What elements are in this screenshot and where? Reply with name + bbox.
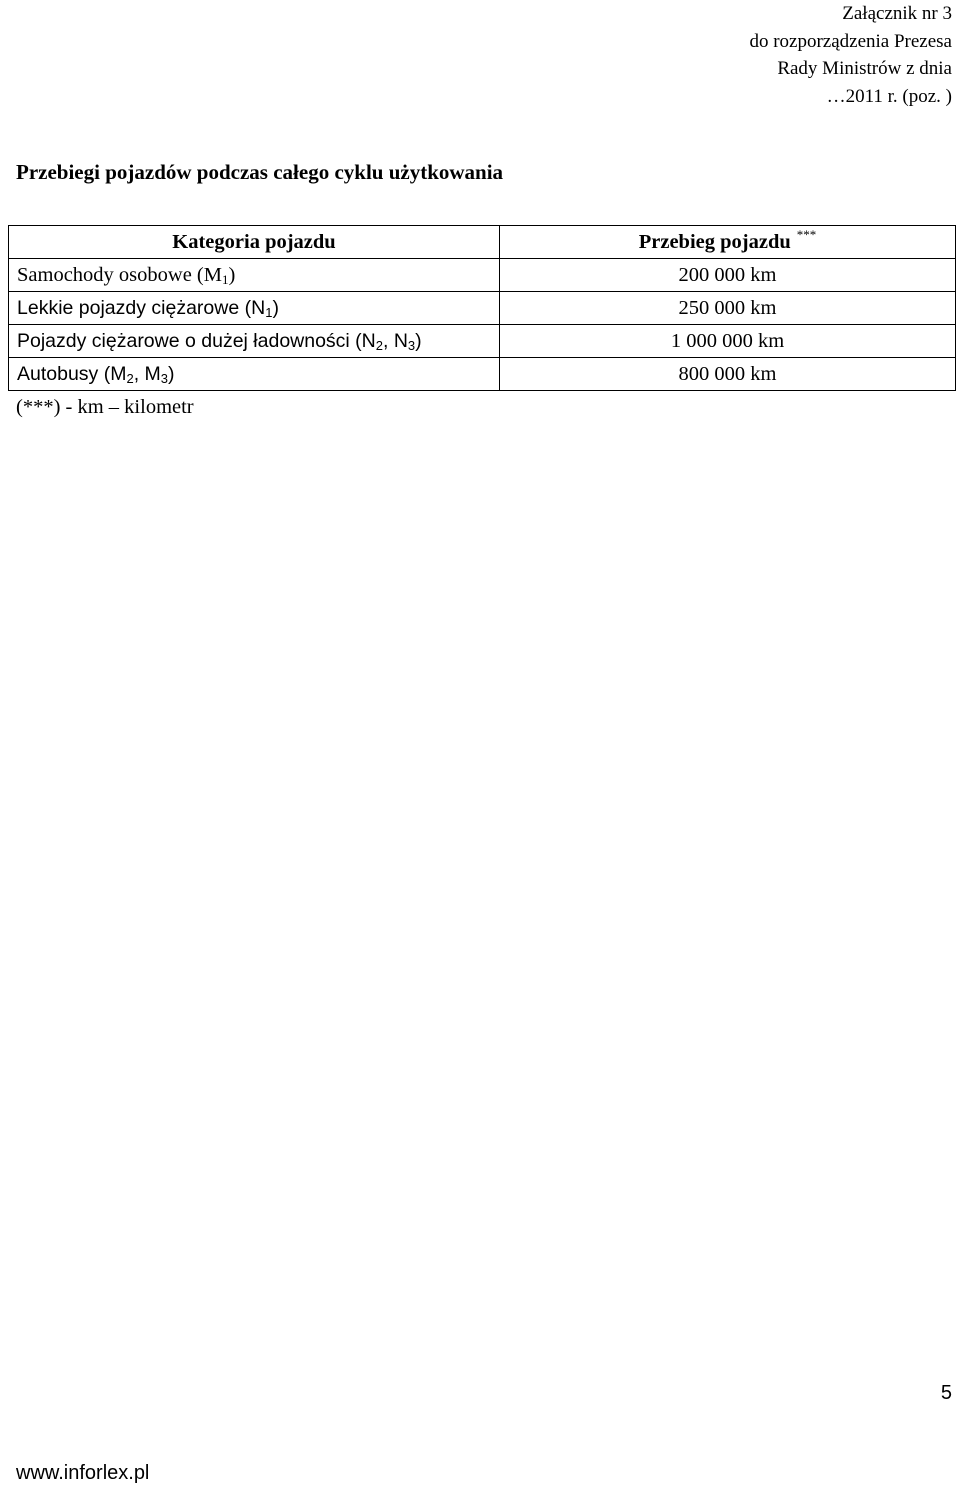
row-mileage: 800 000 km	[500, 358, 956, 391]
footnote-marker: ***	[796, 227, 817, 242]
row-mileage: 250 000 km	[500, 292, 956, 325]
mileage-table	[8, 225, 956, 391]
category-subscript: 2	[126, 371, 134, 386]
table-header-row	[9, 226, 956, 259]
table-row	[9, 358, 956, 391]
category-close: )	[168, 363, 175, 385]
table-row	[9, 292, 956, 325]
category-subscript: 1	[265, 305, 273, 320]
category-subscript: 2	[375, 338, 383, 353]
category-text: Autobusy (M	[17, 363, 127, 385]
annex-line-3: Rady Ministrów z dnia	[777, 58, 952, 79]
annex-line-1: Załącznik nr 3	[842, 3, 952, 24]
page-number: 5	[940, 1382, 952, 1404]
category-mid: , M	[133, 363, 161, 385]
row-mileage: 200 000 km	[500, 259, 956, 292]
row-category	[9, 325, 500, 358]
annex-line-4: …2011 r. (poz. )	[826, 85, 952, 107]
category-subscript: 1	[221, 272, 229, 287]
row-category	[9, 259, 500, 292]
header-mileage	[500, 226, 956, 259]
website-url: www.inforlex.pl	[16, 1462, 150, 1484]
category-close: )	[415, 330, 422, 352]
category-mid: , N	[383, 330, 408, 352]
row-category	[9, 358, 500, 391]
header-mileage-label: Przebieg pojazdu	[638, 231, 791, 253]
header-category: Kategoria pojazdu	[9, 226, 500, 259]
annex-line-2: do rozporządzenia Prezesa	[749, 30, 952, 52]
table-row	[9, 325, 956, 358]
category-subscript: 3	[160, 371, 169, 386]
category-close: )	[228, 264, 236, 286]
row-mileage: 1 000 000 km	[500, 325, 956, 358]
footnote: (***) - km – kilometr	[16, 396, 194, 418]
category-text: Samochody osobowe (M	[17, 264, 222, 286]
table-row	[9, 259, 956, 292]
row-category	[9, 292, 500, 325]
category-subscript: 3	[407, 338, 416, 353]
category-text: Pojazdy ciężarowe o dużej ładowności (N	[17, 330, 376, 352]
document-title: Przebiegi pojazdów podczas całego cyklu użytkowania	[16, 160, 504, 184]
category-close: )	[272, 297, 279, 319]
annex-header	[749, 0, 952, 110]
category-text: Lekkie pojazdy ciężarowe (N	[17, 297, 266, 319]
